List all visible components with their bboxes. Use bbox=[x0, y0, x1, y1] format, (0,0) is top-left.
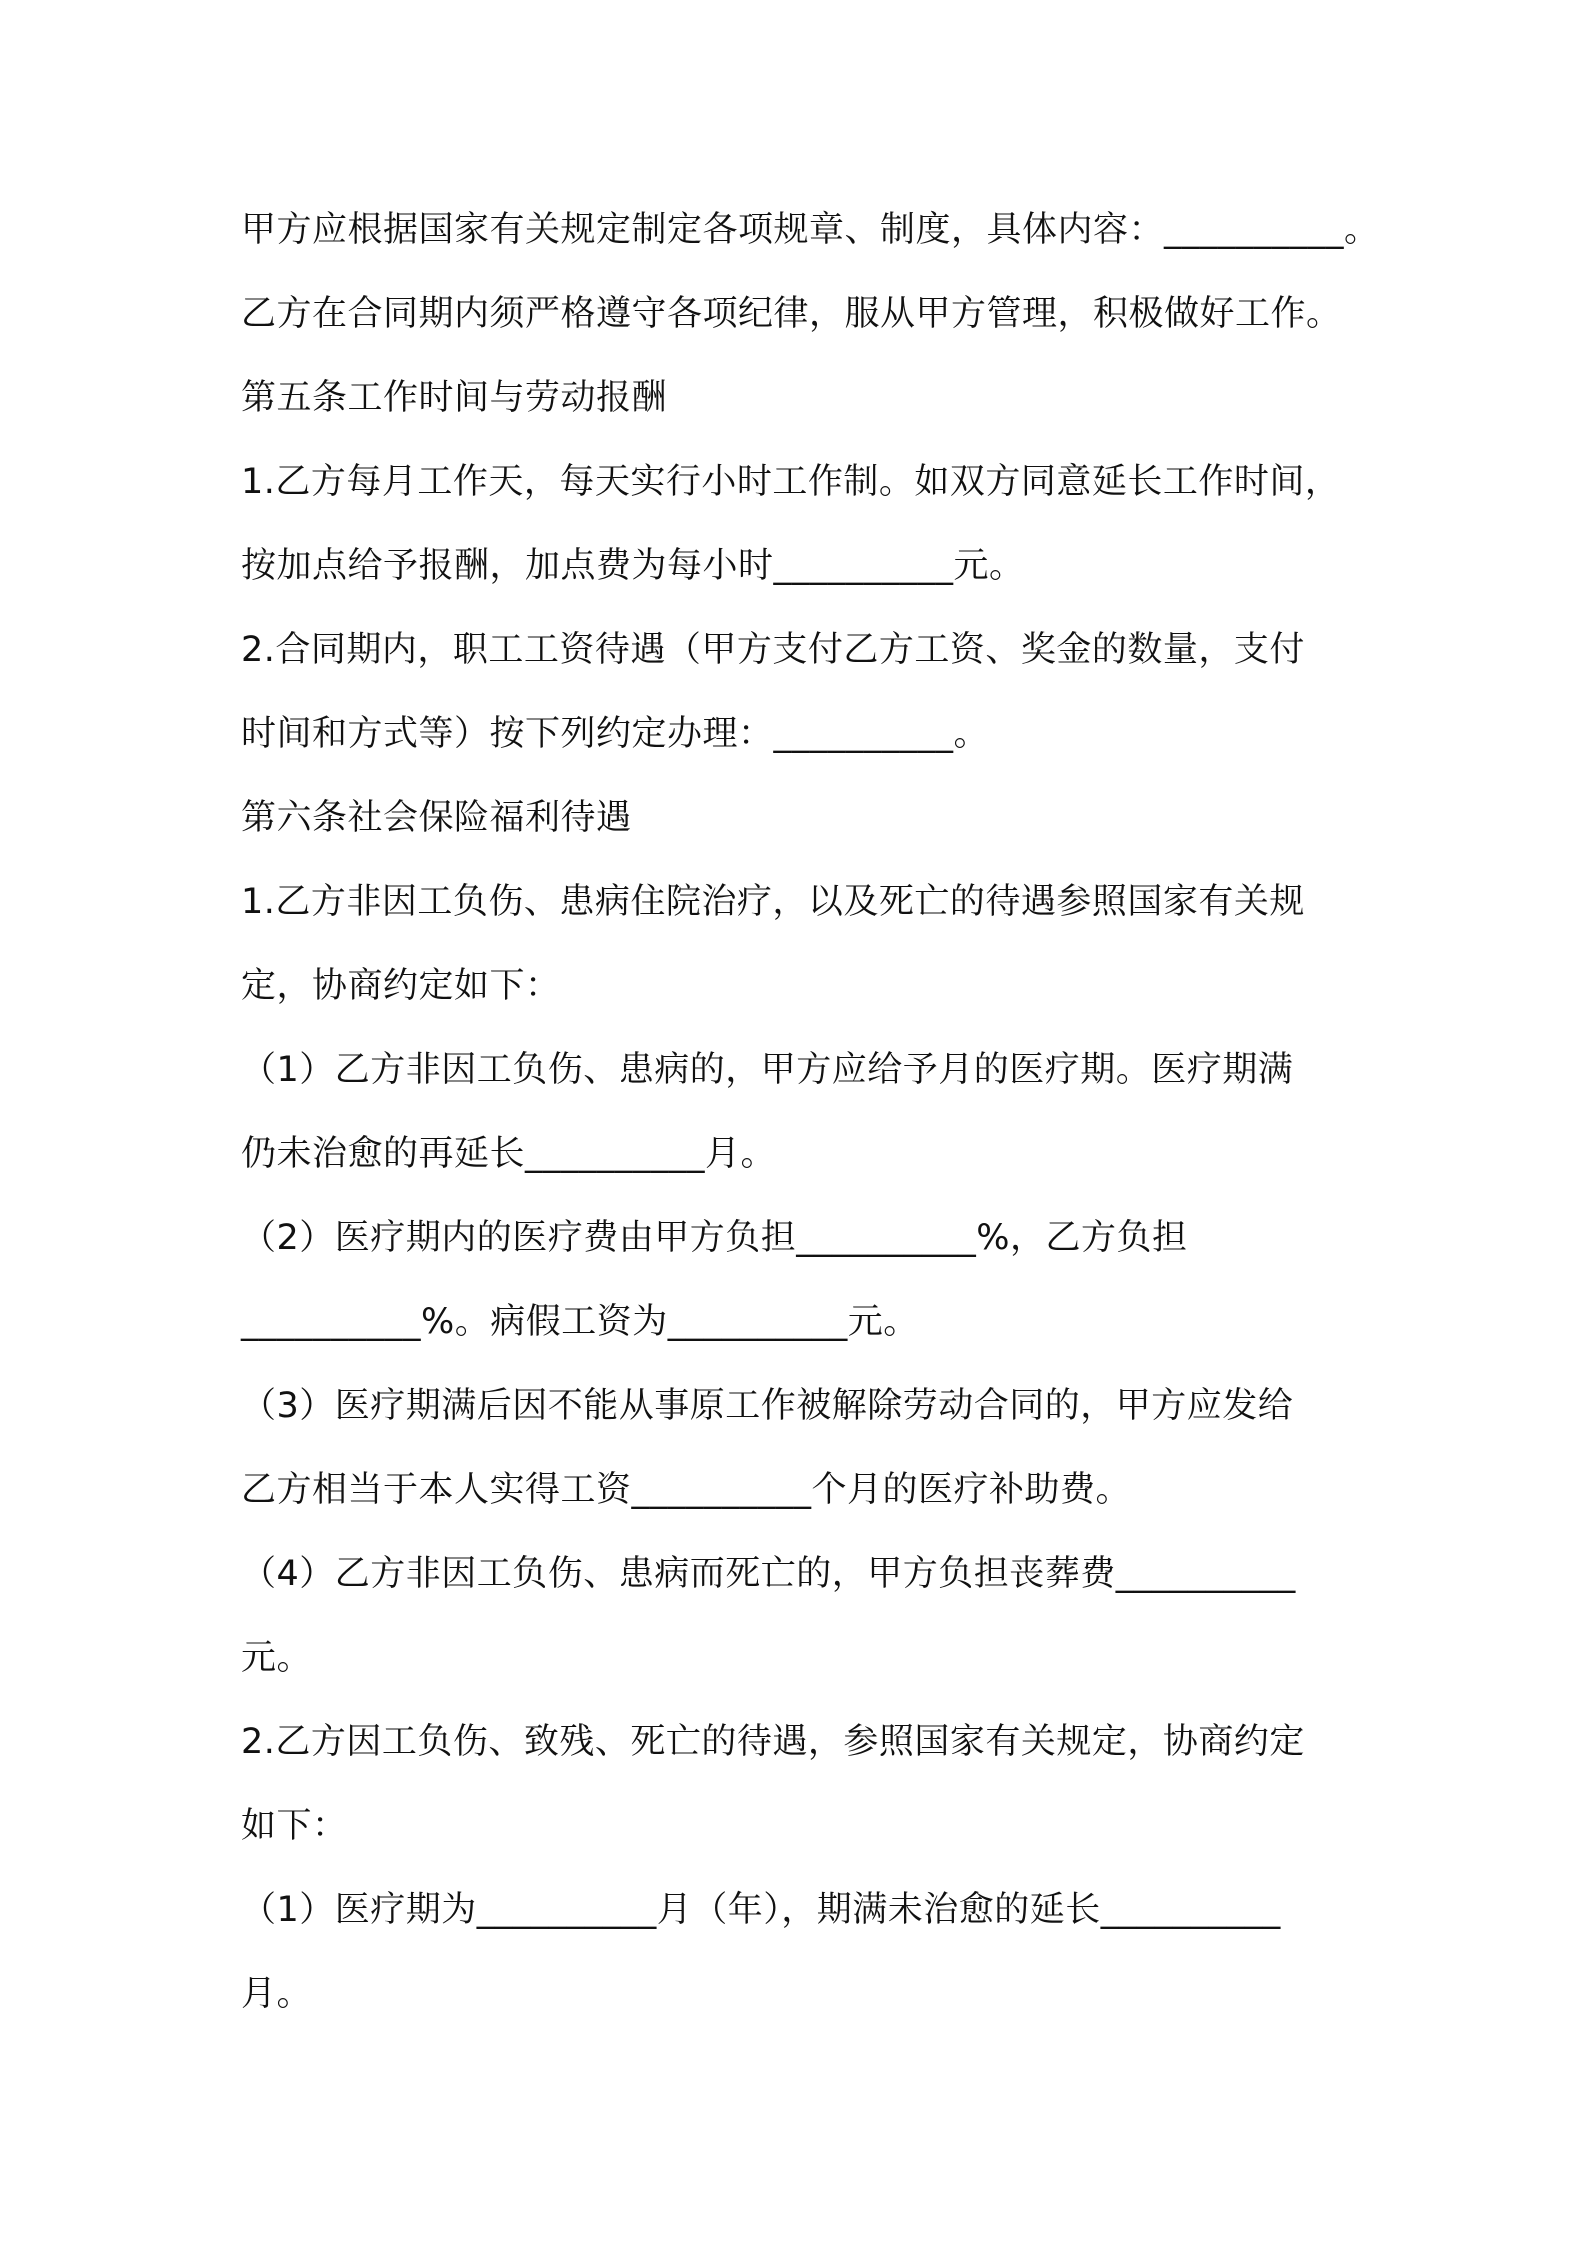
text-line-2: 乙方在合同期内须严格遵守各项纪律，服从甲方管理，积极做好工作。 bbox=[241, 294, 1342, 334]
text-line-18: 元。 bbox=[241, 1638, 313, 1678]
text-line-16: 乙方相当于本人实得工资__________个月的医疗补助费。 bbox=[241, 1470, 1132, 1510]
text-line-17: （4）乙方非因工负伤、患病而死亡的，甲方负担丧葬费__________ bbox=[241, 1554, 1296, 1594]
text-line-7: 时间和方式等）按下列约定办理：__________。 bbox=[241, 714, 990, 754]
contract-text bbox=[241, 195, 1380, 2043]
text-line-20: 如下： bbox=[241, 1806, 348, 1846]
text-line-1: 甲方应根据国家有关规定制定各项规章、制度，具体内容：__________。 bbox=[241, 210, 1380, 250]
text-line-9: 1.乙方非因工负伤、患病住院治疗，以及死亡的待遇参照国家有关规 bbox=[241, 882, 1305, 922]
text-line-12: 仍未治愈的再延长__________月。 bbox=[241, 1134, 777, 1174]
text-line-13: （2）医疗期内的医疗费由甲方负担__________%，乙方负担 bbox=[241, 1218, 1188, 1258]
text-line-10: 定，协商约定如下： bbox=[241, 966, 561, 1006]
text-line-21: （1）医疗期为__________月（年），期满未治愈的延长__________ bbox=[241, 1890, 1281, 1930]
text-line-15: （3）医疗期满后因不能从事原工作被解除劳动合同的，甲方应发给 bbox=[241, 1386, 1294, 1426]
text-line-11: （1）乙方非因工负伤、患病的，甲方应给予月的医疗期。医疗期满 bbox=[241, 1050, 1294, 1090]
article-5-heading: 第五条工作时间与劳动报酬 bbox=[241, 378, 668, 418]
article-6-heading: 第六条社会保险福利待遇 bbox=[241, 798, 632, 838]
text-line-4: 1.乙方每月工作天，每天实行小时工作制。如双方同意延长工作时间， bbox=[241, 462, 1341, 502]
text-line-14: __________%。病假工资为__________元。 bbox=[241, 1302, 919, 1342]
text-line-19: 2.乙方因工负伤、致残、死亡的待遇，参照国家有关规定，协商约定 bbox=[241, 1722, 1305, 1762]
text-line-22: 月。 bbox=[241, 1974, 313, 2014]
text-line-6: 2.合同期内，职工工资待遇（甲方支付乙方工资、奖金的数量，支付 bbox=[241, 630, 1305, 670]
text-line-5: 按加点给予报酬，加点费为每小时__________元。 bbox=[241, 546, 1025, 586]
